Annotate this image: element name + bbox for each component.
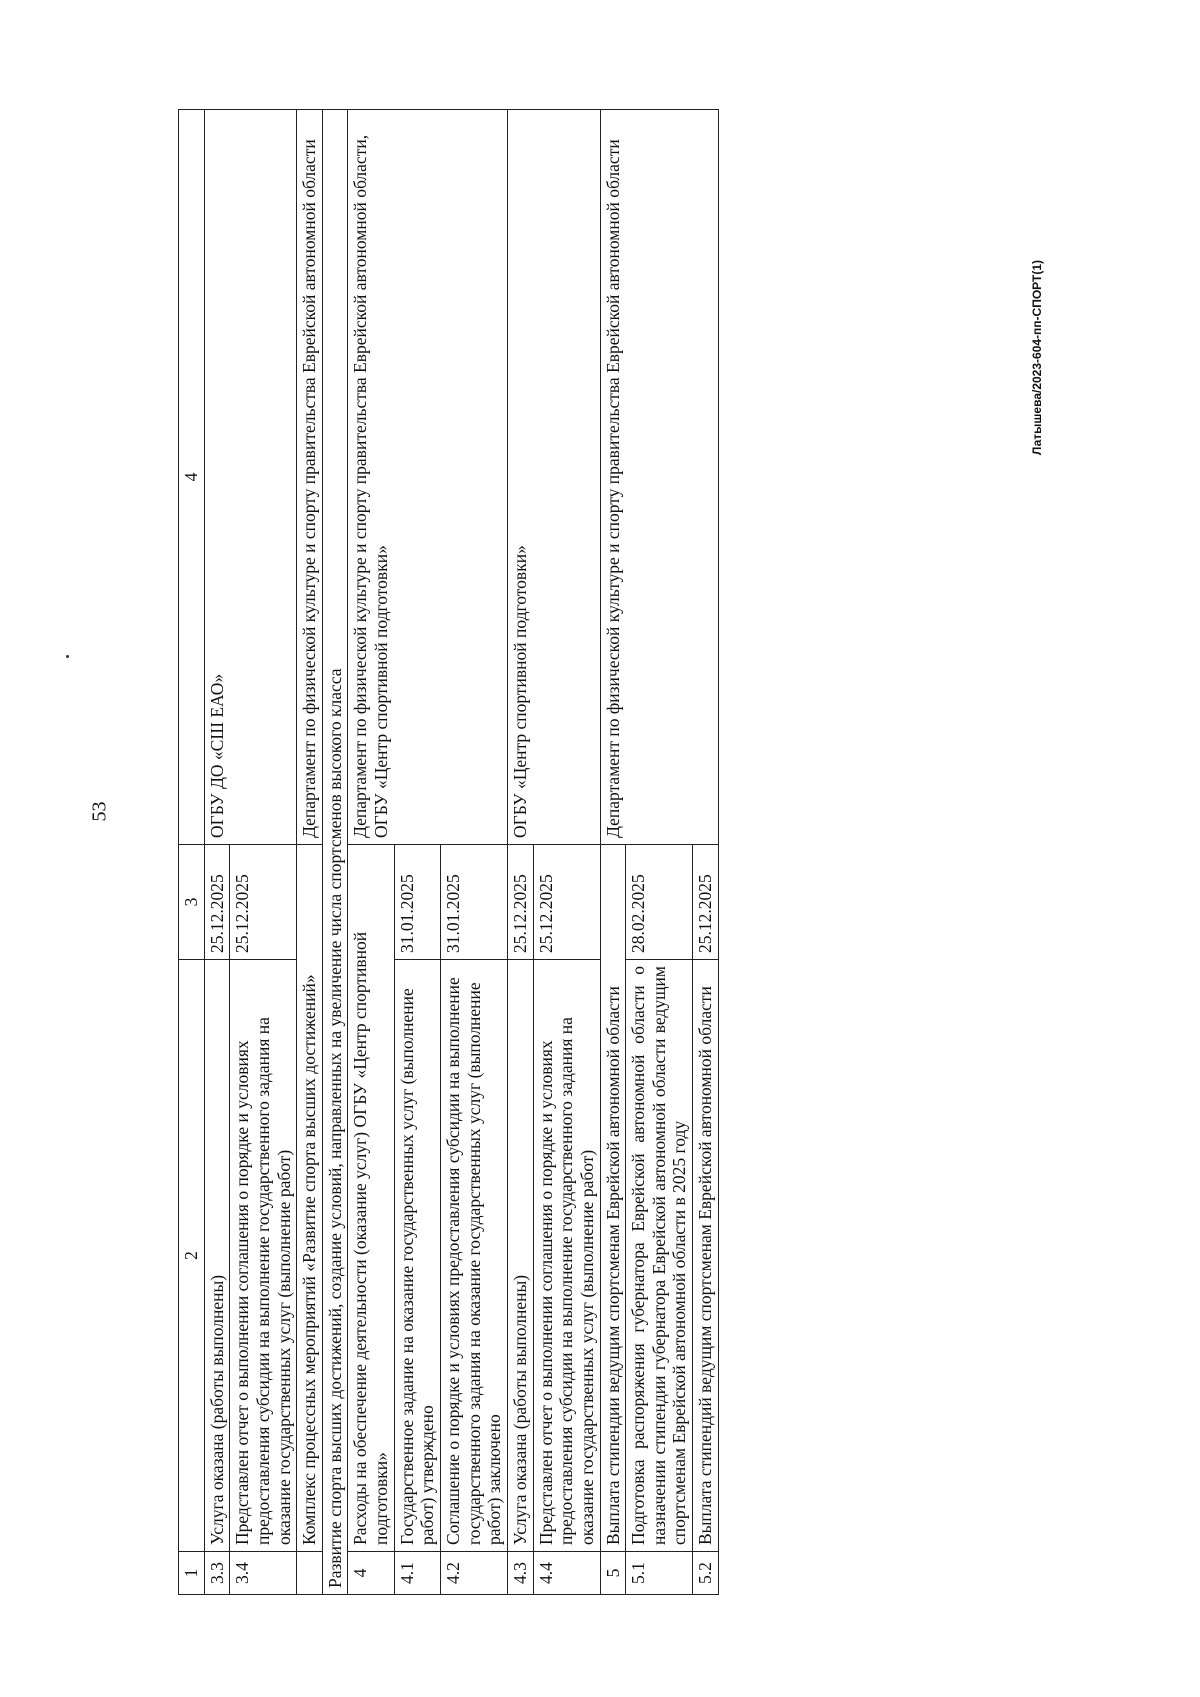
row-number: 4.4 <box>533 1552 600 1595</box>
row-number: 4.3 <box>507 1552 533 1595</box>
stray-dot <box>66 655 69 658</box>
footer-code: Латышева/2023-604-пп-СПОРТ(1) <box>1030 260 1044 456</box>
row-text: Подготовка распоряжения губернатора Еврейской автономной области о назначении стипендии губернатора Еврейской автономной области ведущим спортсменам Еврейской автономной области в 2025 году <box>626 960 693 1552</box>
row-responsible: Департамент по физической культуре и спорту правительства Еврейской автономной области, ОГБУ «Центр спортивной подготовки» <box>348 110 507 845</box>
row-date: 28.02.2025 <box>626 845 693 960</box>
header-row <box>179 110 205 1595</box>
row-text: Выплата стипендий ведущим спортсменам Еврейской автономной области <box>693 960 719 1552</box>
row-number: 3.4 <box>230 1552 297 1595</box>
row-number: 4.1 <box>394 1552 440 1595</box>
row-date: 25.12.2025 <box>507 845 533 960</box>
row-text: Услуга оказана (работы выполнены) <box>507 960 533 1552</box>
row-date: 25.12.2025 <box>204 845 230 960</box>
row-date: 31.01.2025 <box>441 845 508 960</box>
row-number: 4.2 <box>441 1552 508 1595</box>
row-responsible: ОГБУ ДО «СШ ЕАО» <box>204 110 297 845</box>
row-date: 25.12.2025 <box>230 845 297 960</box>
row-responsible: Департамент по физической культуре и спорту правительства Еврейской автономной области <box>297 110 323 845</box>
row-date: 31.01.2025 <box>394 845 440 960</box>
table-row <box>297 110 323 1595</box>
row-text: Представлен отчет о выполнении соглашения о порядке и условиях предоставления субсидии на выполнение государственного задания на оказание государственных услуг (выполнение работ) <box>533 960 600 1552</box>
row-number: 5 <box>600 1552 626 1595</box>
row-text: Расходы на обеспечение деятельности (оказание услуг) ОГБУ «Центр спортивной подготовки» <box>348 845 394 1552</box>
schedule-table <box>178 109 719 1595</box>
row-responsible: Департамент по физической культуре и спорту правительства Еврейской автономной области <box>600 110 718 845</box>
row-text: Представлен отчет о выполнении соглашения о порядке и условиях предоставления субсидии на выполнение государственного задания на оказание государственных услуг (выполнение работ) <box>230 960 297 1552</box>
row-number: 3.3 <box>204 1552 230 1595</box>
rotated-table-container <box>178 110 1012 1595</box>
section-row <box>322 110 348 1595</box>
table-row <box>348 110 394 1595</box>
row-number: 5.1 <box>626 1552 693 1595</box>
page-number: 53 <box>88 801 111 822</box>
table-row <box>204 110 230 1595</box>
row-number: 4 <box>348 1552 394 1595</box>
section-heading: Развитие спорта высших достижений, создание условий, направленных на увеличение числа спортсменов высокого класса <box>322 110 348 1595</box>
header-cell-2: 2 <box>179 960 205 1552</box>
row-text: Государственное задание на оказание государственных услуг (выполнение работ) утверждено <box>394 960 440 1552</box>
header-cell-4: 4 <box>179 110 205 845</box>
row-text: Соглашение о порядке и условиях предоставления субсидии на выполнение государственного задания на оказание государственных услуг (выполнение работ) заключено <box>441 960 508 1552</box>
row-responsible: ОГБУ «Центр спортивной подготовки» <box>507 110 600 845</box>
row-text: Услуга оказана (работы выполнены) <box>204 960 230 1552</box>
row-text: Выплата стипендии ведущим спортсменам Еврейской автономной области <box>600 845 626 1552</box>
header-cell-1: 1 <box>179 1552 205 1595</box>
row-text: Комплекс процессных мероприятий «Развитие спорта высших достижений» <box>297 845 323 1552</box>
table-row <box>600 110 626 1595</box>
row-number: 5.2 <box>693 1552 719 1595</box>
header-cell-3: 3 <box>179 845 205 960</box>
row-number <box>297 1552 323 1595</box>
row-date: 25.12.2025 <box>693 845 719 960</box>
row-date: 25.12.2025 <box>533 845 600 960</box>
table-row <box>507 110 533 1595</box>
